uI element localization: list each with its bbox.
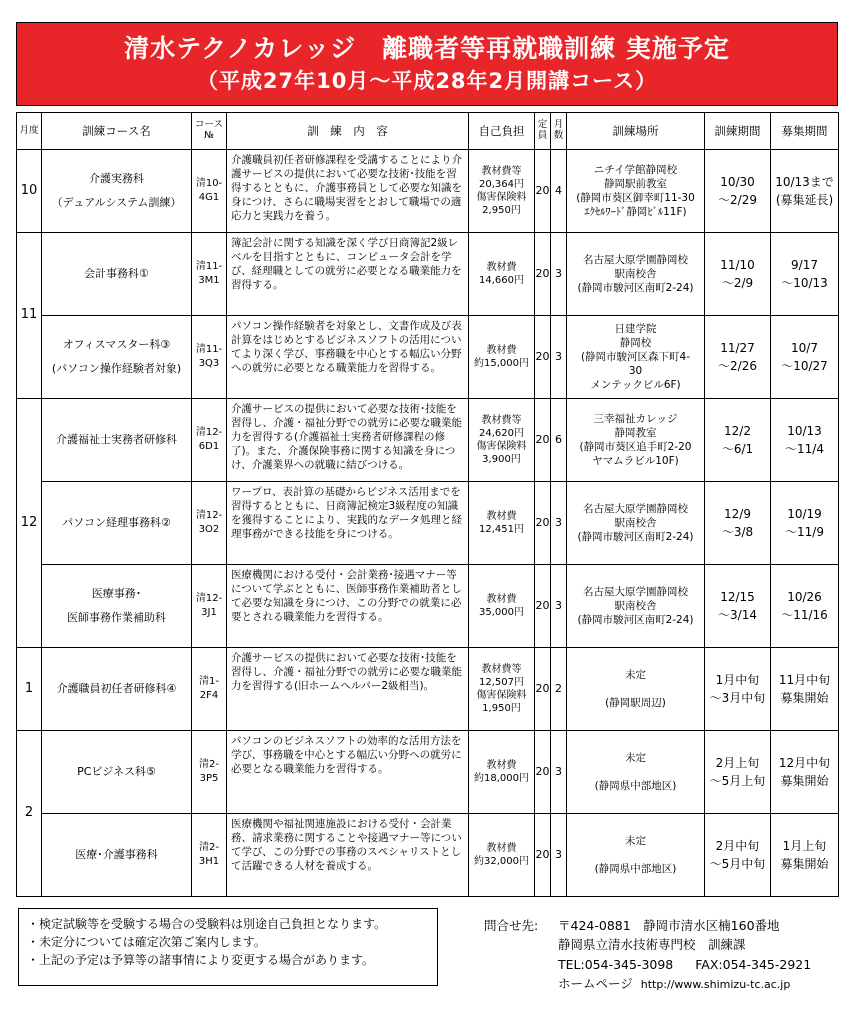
place-line: メンテックビル6F) — [590, 379, 681, 392]
course-code-cell — [192, 316, 227, 399]
period-end: ～5月中旬 — [709, 857, 766, 871]
period-start: 12/15 — [720, 590, 755, 604]
place-cell — [567, 399, 705, 482]
table-row — [17, 814, 839, 897]
place-line: 三幸福祉カレッジ — [593, 412, 678, 425]
insurance-amount: 1,950円 — [482, 703, 521, 714]
course-name: オフィスマスター科③ — [62, 337, 171, 351]
place-line: 静岡駅前教室 — [604, 177, 667, 190]
capacity-cell: 20 — [535, 399, 551, 482]
course-content: 介護サービスの提供において必要な技術･技能を習得し、介護・福祉分野での就労に必要な職業能力を習得する(旧ホームヘルパー2級相当)。 — [227, 648, 469, 731]
recruit-cell — [771, 482, 839, 565]
place-line: 未定 — [625, 751, 646, 764]
recruit-end: ～11/16 — [781, 608, 828, 622]
capacity-cell: 20 — [535, 316, 551, 399]
course-subtitle: (パソコン操作経験者対象) — [51, 362, 182, 375]
table-row — [17, 482, 839, 565]
course-name: 介護実務科 — [89, 171, 144, 185]
period-end: ～2/26 — [718, 359, 757, 373]
contact-org: 静岡県立清水技術専門校 訓練課 — [558, 937, 746, 953]
insurance-amount: 3,900円 — [482, 454, 521, 465]
recruit-cell — [771, 399, 839, 482]
place-line: 駅南校舎 — [614, 516, 657, 529]
recruit-start: 10/13まで — [775, 175, 834, 189]
place-line: (静岡市葵区御幸町11-30 — [576, 192, 695, 204]
fee-amount: 12,451円 — [479, 524, 524, 535]
fee-amount: 14,660円 — [479, 275, 524, 286]
months-cell: 3 — [551, 565, 567, 648]
recruit-end: ～11/4 — [785, 442, 824, 456]
fee-cell — [469, 233, 535, 316]
recruit-cell — [771, 814, 839, 897]
course-code-cell — [192, 565, 227, 648]
recruit-start: 12月中旬 — [778, 756, 831, 770]
course-code-cell — [192, 150, 227, 233]
recruit-cell — [771, 316, 839, 399]
period-end: ～3/8 — [721, 525, 754, 539]
course-code: 3O2 — [198, 524, 220, 535]
place-cell — [567, 565, 705, 648]
header-code: コース№ — [192, 113, 227, 150]
capacity-cell: 20 — [535, 233, 551, 316]
period-cell — [705, 233, 771, 316]
recruit-start: 11月中旬 — [778, 673, 831, 687]
course-code: 3M1 — [198, 275, 220, 286]
note-item: ・検定試験等を受験する場合の受験料は別途自己負担となります。 — [27, 917, 387, 931]
course-code: 3Q3 — [198, 358, 220, 369]
period-cell — [705, 648, 771, 731]
period-start: 2月中旬 — [715, 839, 760, 853]
course-content: パソコンのビジネスソフトの効率的な活用方法を学び、事務職を中心とする幅広い分野への就労に必要となる職業能力を習得する。 — [227, 731, 469, 814]
insurance-label: 傷害保険料 — [476, 690, 527, 701]
course-name: PCビジネス科⑤ — [77, 764, 156, 778]
course-content: 簿記会計に関する知識を深く学び日商簿記2級レベルを目指すとともに、コンピュータ会計を学び、経理職としての就労に必要となる職業能力を習得する。 — [227, 233, 469, 316]
table-row — [17, 316, 839, 399]
period-cell — [705, 565, 771, 648]
place-line: ｴｸｾﾙﾜｰﾄﾞ静岡ﾋﾞﾙ11F) — [584, 206, 687, 219]
course-name: 医療事務･ — [91, 586, 142, 600]
place-line: ヤマムラビル10F) — [592, 455, 679, 468]
recruit-start: 10/13 — [787, 424, 822, 438]
table-row — [17, 731, 839, 814]
place-line: (静岡駅周辺) — [605, 697, 666, 710]
course-name-cell — [42, 648, 192, 731]
place-line: 静岡校 — [619, 336, 652, 349]
fee-amount: 24,620円 — [479, 428, 524, 439]
place-line: 駅南校舎 — [614, 599, 657, 612]
period-end: ～3月中旬 — [709, 691, 766, 705]
month-cell: 11 — [17, 233, 42, 399]
course-code: 清2- — [199, 842, 219, 853]
notes-box — [18, 908, 438, 986]
months-cell: 6 — [551, 399, 567, 482]
fee-cell — [469, 565, 535, 648]
recruit-cell — [771, 648, 839, 731]
header-recruit: 募集期間 — [771, 113, 839, 150]
fee-cell — [469, 150, 535, 233]
course-code: 清12- — [195, 427, 223, 438]
fee-cell — [469, 482, 535, 565]
course-name: 介護福祉士実務者研修科 — [56, 432, 177, 446]
course-subtitle: 医師事務作業補助科 — [67, 611, 166, 624]
homepage-label: ホームページ — [558, 976, 633, 992]
fee-label: 教材費等 — [481, 664, 522, 675]
course-code: 3J1 — [201, 607, 217, 618]
period-cell — [705, 150, 771, 233]
course-code: 6D1 — [198, 441, 220, 452]
course-name-cell — [42, 731, 192, 814]
course-content: ワープロ、表計算の基礎からビジネス活用までを習得するとともに、日商簿記検定3級程度の知識を獲得することにより、実践的なデータ処理と経理事務ができる技能を身につける。 — [227, 482, 469, 565]
recruit-cell — [771, 233, 839, 316]
period-start: 12/9 — [724, 507, 751, 521]
capacity-cell: 20 — [535, 648, 551, 731]
recruit-start: 1月上旬 — [782, 839, 827, 853]
recruit-end: 募集開始 — [780, 774, 829, 788]
period-start: 11/10 — [720, 258, 755, 272]
period-cell — [705, 399, 771, 482]
course-code: 清1- — [199, 676, 219, 687]
header-months: 月数 — [551, 113, 567, 150]
place-cell — [567, 233, 705, 316]
course-name: パソコン経理事務科② — [62, 515, 171, 529]
period-cell — [705, 316, 771, 399]
recruit-cell — [771, 150, 839, 233]
fee-cell — [469, 648, 535, 731]
course-code-cell — [192, 731, 227, 814]
place-line: 未定 — [625, 668, 646, 681]
course-code: 3P5 — [199, 773, 219, 784]
fee-amount: 20,364円 — [479, 179, 524, 190]
capacity-cell: 20 — [535, 565, 551, 648]
contact-info — [484, 916, 834, 994]
fee-label: 教材費 — [486, 843, 517, 854]
recruit-end: (募集延長) — [775, 193, 834, 207]
place-line: 名古屋大原学園静岡校 — [583, 585, 688, 598]
course-name-cell — [42, 316, 192, 399]
contact-tel: TEL:054-345-3098 — [558, 956, 674, 972]
course-name-cell — [42, 150, 192, 233]
period-end: ～2/9 — [721, 276, 754, 290]
place-cell — [567, 648, 705, 731]
course-code: 清11- — [195, 344, 223, 355]
place-line: 名古屋大原学園静岡校 — [583, 253, 688, 266]
place-cell — [567, 150, 705, 233]
place-line: 名古屋大原学園静岡校 — [583, 502, 688, 515]
place-line: 30 — [628, 365, 643, 378]
period-start: 1月中旬 — [715, 673, 760, 687]
fee-label: 教材費等 — [481, 415, 522, 426]
recruit-cell — [771, 565, 839, 648]
capacity-cell: 20 — [535, 150, 551, 233]
place-cell — [567, 814, 705, 897]
insurance-label: 傷害保険料 — [476, 441, 527, 452]
course-code: 清2- — [199, 759, 219, 770]
contact-label: 問合せ先: — [484, 918, 539, 933]
place-line: 静岡教室 — [614, 426, 657, 439]
period-cell — [705, 482, 771, 565]
fee-amount: 35,000円 — [479, 607, 524, 618]
recruit-end: 募集開始 — [780, 691, 829, 705]
fee-label: 教材費 — [486, 511, 517, 522]
recruit-end: ～10/13 — [781, 276, 828, 290]
period-end: ～2/29 — [718, 193, 757, 207]
recruit-start: 10/7 — [791, 341, 818, 355]
recruit-start: 10/19 — [787, 507, 822, 521]
place-line: (静岡県中部地区) — [594, 863, 677, 876]
place-line: (静岡市駿河区南町2-24) — [577, 282, 694, 295]
period-end: ～6/1 — [721, 442, 754, 456]
month-cell: 10 — [17, 150, 42, 233]
course-code: 4G1 — [198, 192, 220, 203]
course-content: 医療機関や福祉関連施設における受付・会計業務、請求業務に関することや接遇マナー等について学び、この分野での事務のスペシャリストとして活躍できる人材を養成する。 — [227, 814, 469, 897]
header-place: 訓練場所 — [567, 113, 705, 150]
header-fee: 自己負担 — [469, 113, 535, 150]
course-name: 医療･介護事務科 — [75, 847, 158, 861]
months-cell: 2 — [551, 648, 567, 731]
page-subtitle: （平成27年10月～平成28年2月開講コース） — [196, 69, 658, 93]
month-cell: 12 — [17, 399, 42, 648]
period-start: 12/2 — [724, 424, 751, 438]
period-start: 11/27 — [720, 341, 755, 355]
place-line: 日建学院 — [614, 322, 657, 335]
header-course: 訓練コース名 — [42, 113, 192, 150]
course-code-cell — [192, 814, 227, 897]
place-line: (静岡市駿河区森下町4- — [580, 350, 691, 363]
place-line: ニチイ学館静岡校 — [593, 163, 678, 176]
homepage-link[interactable]: http://www.shimizu-tc.ac.jp — [640, 978, 791, 992]
course-name: 会計事務科① — [84, 266, 149, 280]
fee-label: 教材費等 — [481, 166, 522, 177]
place-line: (静岡市駿河区南町2-24) — [577, 531, 694, 544]
months-cell: 3 — [551, 233, 567, 316]
months-cell: 3 — [551, 731, 567, 814]
course-content: パソコン操作経験者を対象とし、文書作成及び表計算をはじめとするビジネスソフトの活用についてより深く学び、事務職を中心とする幅広い分野への就労に必要となる職業能力を習得する。 — [227, 316, 469, 399]
course-content: 介護職員初任者研修課程を受講することにより介護サービスの提供において必要な技術･技能を習得するとともに、介護事務員として必要な知識を身につけ、さらに職場実習をとおして職場での適応力と実践力を養う。 — [227, 150, 469, 233]
place-cell — [567, 731, 705, 814]
months-cell: 3 — [551, 814, 567, 897]
place-line: (静岡県中部地区) — [594, 780, 677, 793]
course-code: 2F4 — [199, 690, 219, 701]
table-row — [17, 150, 839, 233]
course-content: 介護サービスの提供において必要な技術･技能を習得し、介護・福祉分野での就労に必要な職業能力を習得する(介護福祉士実務者研修課程の修了)。また、介護保険事務に関する知識を身につけ、介護業界への就職に結びつける。 — [227, 399, 469, 482]
place-line: 駅南校舎 — [614, 267, 657, 280]
fee-label: 教材費 — [486, 760, 517, 771]
course-code-cell — [192, 482, 227, 565]
header-period: 訓練期間 — [705, 113, 771, 150]
capacity-cell: 20 — [535, 482, 551, 565]
place-cell — [567, 316, 705, 399]
fee-cell — [469, 316, 535, 399]
header-capacity: 定員 — [535, 113, 551, 150]
recruit-start: 10/26 — [787, 590, 822, 604]
course-code: 清12- — [195, 593, 223, 604]
fee-amount: 約18,000円 — [474, 773, 529, 784]
course-name-cell — [42, 814, 192, 897]
fee-label: 教材費 — [486, 345, 517, 356]
period-cell — [705, 731, 771, 814]
header-row — [17, 113, 839, 150]
header-content: 訓 練 内 容 — [227, 113, 469, 150]
course-code-cell — [192, 399, 227, 482]
recruit-cell — [771, 731, 839, 814]
contact-address: 〒424-0881 静岡市清水区楠160番地 — [558, 918, 780, 933]
fee-cell — [469, 399, 535, 482]
course-code-cell — [192, 648, 227, 731]
place-line: 未定 — [625, 834, 646, 847]
course-content: 医療機関における受付・会計業務･接遇マナー等について学ぶとともに、医師事務作業補助者として必要な知識を身につけ、この分野での就業に必要とされる職業能力を習得する。 — [227, 565, 469, 648]
header-month: 月度 — [17, 113, 42, 150]
course-name-cell — [42, 233, 192, 316]
course-subtitle: （デュアルシステム訓練） — [51, 196, 182, 209]
fee-cell — [469, 731, 535, 814]
course-code-cell — [192, 233, 227, 316]
insurance-label: 傷害保険料 — [476, 192, 527, 203]
course-code: 清12- — [195, 510, 223, 521]
place-line: (静岡市葵区追手町2-20 — [579, 441, 692, 453]
fee-amount: 約32,000円 — [474, 856, 529, 867]
recruit-end: 募集開始 — [780, 857, 829, 871]
course-code: 清11- — [195, 261, 223, 272]
schedule-table — [16, 112, 839, 897]
table-row — [17, 233, 839, 316]
title-banner — [16, 22, 838, 106]
note-item: ・上記の予定は予算等の諸事情により変更する場合があります。 — [27, 953, 375, 967]
course-name-cell — [42, 399, 192, 482]
table-row — [17, 648, 839, 731]
note-item: ・未定分については確定次第ご案内します。 — [27, 935, 266, 949]
course-name: 介護職員初任者研修科④ — [56, 681, 177, 695]
course-code: 清10- — [195, 178, 223, 189]
table-row — [17, 399, 839, 482]
contact-fax: FAX:054-345-2921 — [695, 956, 812, 972]
insurance-amount: 2,950円 — [482, 205, 521, 216]
recruit-end: ～10/27 — [781, 359, 828, 373]
period-cell — [705, 814, 771, 897]
page-title: 清水テクノカレッジ 離職者等再就職訓練 実施予定 — [124, 34, 730, 63]
period-end: ～3/14 — [718, 608, 757, 622]
capacity-cell: 20 — [535, 731, 551, 814]
fee-label: 教材費 — [486, 594, 517, 605]
fee-label: 教材費 — [486, 262, 517, 273]
course-name-cell — [42, 482, 192, 565]
period-end: ～5月上旬 — [709, 774, 766, 788]
fee-amount: 12,507円 — [479, 677, 524, 688]
period-start: 10/30 — [720, 175, 755, 189]
course-code: 3H1 — [198, 856, 220, 867]
month-cell: 1 — [17, 648, 42, 731]
recruit-start: 9/17 — [791, 258, 818, 272]
capacity-cell: 20 — [535, 814, 551, 897]
recruit-end: ～11/9 — [785, 525, 824, 539]
course-name-cell — [42, 565, 192, 648]
months-cell: 3 — [551, 482, 567, 565]
fee-cell — [469, 814, 535, 897]
place-line: (静岡市駿河区南町2-24) — [577, 614, 694, 627]
place-cell — [567, 482, 705, 565]
fee-amount: 約15,000円 — [474, 358, 529, 369]
period-start: 2月上旬 — [715, 756, 760, 770]
table-row — [17, 565, 839, 648]
months-cell: 4 — [551, 150, 567, 233]
month-cell: 2 — [17, 731, 42, 897]
months-cell: 3 — [551, 316, 567, 399]
